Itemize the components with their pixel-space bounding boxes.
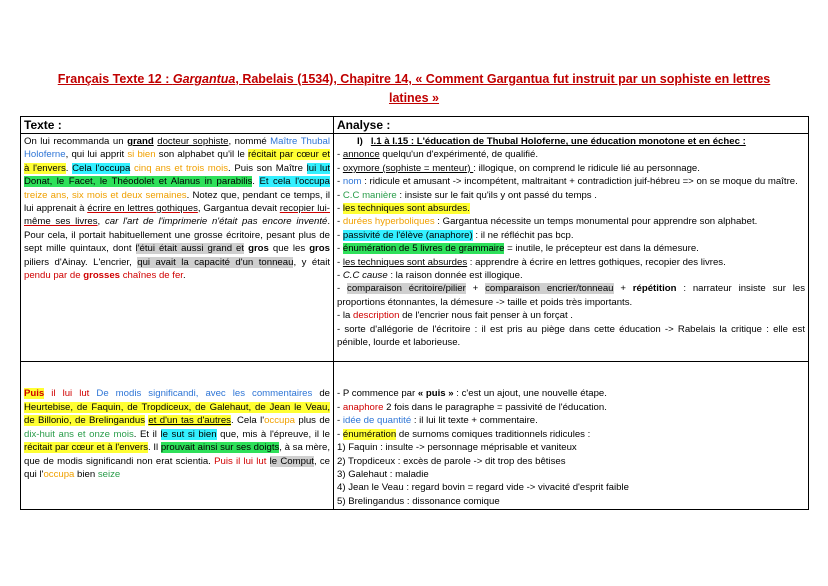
analysis-line: - durées hyperboliques : Gargantua nécessite un temps monumental pour apprendre son alphabet.: [337, 216, 758, 228]
t: énumération: [342, 428, 397, 440]
t: Cela l'occupa: [72, 162, 131, 174]
t: comparaison écritoire/pilier: [347, 283, 466, 295]
t: cinq ans et trois mois: [134, 162, 229, 174]
title-work: Gargantua: [172, 72, 236, 86]
section-title: l.1 à l.15 : L'éducation de Thubal Holoferne, une éducation monotone et en échec :: [370, 136, 746, 147]
t: : narrateur insiste sur les proportions étonnantes, la démesure -> taille et poids très importants.: [337, 283, 805, 308]
t: gros: [309, 243, 330, 255]
t: : il ne réfléchit pas bcp.: [472, 229, 574, 241]
t: répétition: [632, 283, 677, 295]
analysis-line: - C.C cause : la raison donnée est illogique.: [337, 270, 523, 282]
t: : insiste sur le fait qu'ils y ont passé du temps .: [396, 189, 597, 201]
analysis-line: 1) Faquin : insulte -> personnage méprisable et vaniteux: [337, 442, 577, 454]
t: de: [312, 388, 330, 400]
analysis-line: 3) Galehaut : maladie: [337, 468, 429, 480]
title-line1: , Rabelais (1534), Chapitre 14, « Comment Gargantua fut instruit par un sophiste en lettres: [235, 72, 771, 86]
t: : la raison donnée est illogique.: [387, 270, 523, 282]
analysis-line: - les techniques sont absurdes.: [337, 203, 470, 215]
t: les techniques sont absurdes.: [342, 203, 470, 215]
text-paragraph-2: [21, 362, 334, 510]
t: treize ans, six mois et deux semaines: [24, 189, 187, 201]
t: grosses: [83, 270, 121, 282]
analysis-line: 5) Brelingandus : dissonance comique: [337, 495, 500, 507]
t: plus de: [295, 415, 330, 427]
t: De modis significandi, avec les commentaires: [96, 388, 313, 400]
analysis-paragraph-2: [334, 362, 809, 510]
t: P commence par: [342, 388, 418, 400]
t: sorte d'allégorie de l'écritoire : il est pris au piège dans cette éducation -> Rabelais la critique : elle est pénible, lourde et laborieuse.: [337, 323, 805, 349]
t: pendu par de: [24, 270, 81, 282]
section-number: I): [357, 136, 363, 147]
t: écrire en lettres gothiques: [87, 203, 198, 215]
t: : il lui lit texte + commentaire.: [411, 415, 538, 427]
t: Heurtebise, de Faquin, de Tropdiceux, de Galehaut, de Jean le Veau, de Billonio, de Brelingandus: [24, 401, 330, 427]
t: , nommé: [228, 136, 271, 147]
t: : apprendre à écrire en lettres gothiques, recopier des livres.: [467, 256, 726, 268]
t: gros: [248, 243, 269, 255]
t: passivité de l'élève (anaphore): [342, 229, 473, 241]
t: et d'un tas d'autres: [148, 415, 231, 427]
t: que les: [268, 243, 310, 255]
t: annonce: [342, 149, 380, 161]
analysis-line: 2) Tropdiceux : excès de parole -> dit trop des bêtises: [337, 455, 566, 467]
t: oxymore (sophiste = menteur): [342, 162, 474, 174]
t: le Comput: [269, 455, 314, 467]
t: . Puis son Maître: [228, 162, 307, 174]
analysis-line: - sorte d'allégorie de l'écritoire : il est pris au piège dans cette éducation -> Rabelais la critique : elle est pénible, lourde et laborieuse.: [337, 323, 805, 349]
t: On lui recommanda un: [24, 136, 128, 147]
analysis-line: - les techniques sont absurdes : apprendre à écrire en lettres gothiques, recopier des livres.: [337, 256, 726, 268]
t: occupa: [264, 415, 295, 427]
t: si bien: [127, 149, 156, 161]
analysis-line: - énumération de surnoms comiques traditionnels ridicules :: [337, 428, 591, 440]
header-texte: Texte :: [21, 117, 334, 134]
t: durées hyperboliques: [342, 216, 435, 228]
analysis-line: - anaphore 2 fois dans le paragraphe = passivité de l'éducation.: [337, 401, 607, 413]
t: +: [465, 283, 486, 295]
t: anaphore: [342, 401, 384, 413]
t: . Notez que, pendant ce temps, il lui apprenait à: [24, 189, 330, 215]
t: la: [342, 310, 354, 322]
document-title: [40, 70, 788, 108]
t: , y était: [293, 256, 330, 268]
t: Maître Thubal Holoferne: [24, 136, 331, 161]
t: Donat, le Facet, le Théodolet et Alanus in parabilis: [24, 176, 253, 188]
t: grand: [127, 136, 154, 147]
t: dix-huit ans et onze mois: [24, 428, 134, 440]
t: idée de quantité: [342, 415, 412, 427]
t: énumération de 5 livres de grammaire: [342, 243, 505, 255]
t: de surnoms comiques traditionnels ridicules :: [396, 428, 591, 440]
t: il lui lut: [51, 388, 90, 400]
analysis-paragraph-1: [334, 134, 809, 362]
t: . Cela l': [230, 415, 265, 427]
t: comparaison encrier/tonneau: [485, 283, 614, 295]
t: = inutile, le précepteur est dans la démesure.: [504, 243, 699, 255]
t: son alphabet qu'il le: [155, 149, 248, 161]
analysis-line: - nom : ridicule et amusant -> incompétent, maltraitant + contradiction juif-hébreu => on se moque du maître.: [337, 176, 798, 188]
t: : Gargantua nécessite un temps monumental pour apprendre son alphabet.: [434, 216, 758, 228]
analysis-line: - comparaison écritoire/pilier + comparaison encrier/tonneau + répétition : narrateur insiste sur les proportions étonnantes, la démesure -> taille et poids très importants.: [337, 283, 805, 308]
t: , qui lui apprit: [65, 149, 128, 161]
analysis-line: - idée de quantité : il lui lit texte + commentaire.: [337, 415, 538, 427]
t: +: [613, 283, 633, 295]
t: piliers d'Ainay. L'encrier,: [24, 256, 138, 268]
title-line2: latines »: [388, 91, 440, 105]
t: : illogique, on comprend le ridicule lié au personnage.: [473, 162, 700, 174]
analysis-line: - la description de l'encrier nous fait penser à un forçat .: [337, 310, 573, 322]
t: chaînes de fer: [122, 270, 183, 282]
t: bien: [74, 468, 98, 480]
t: , ce qui l': [24, 455, 330, 480]
t: , à sa mère, que de modis significandi non erat scientia.: [24, 442, 330, 467]
t: . Et il: [133, 428, 161, 440]
text-paragraph-1: [21, 134, 334, 362]
t: « puis »: [417, 388, 454, 400]
t: 2 fois dans le paragraphe = passivité de l'éducation.: [383, 401, 607, 413]
t: prouvait ainsi sur ses doigts: [160, 442, 280, 454]
t: C.C manière: [342, 189, 397, 201]
title-prefix: Français Texte 12 :: [57, 72, 173, 86]
t: docteur sophiste: [157, 136, 229, 147]
t: . Pour cela, il portait habituellement une grosse écritoire, pesant plus de sept mille quintaux, dont: [24, 216, 331, 255]
analysis-line: - énumération de 5 livres de grammaire = inutile, le précepteur est dans la démesure.: [337, 243, 699, 255]
t: occupa: [43, 468, 75, 480]
t: .: [252, 176, 260, 188]
t: seize: [97, 468, 121, 480]
t: : ridicule et amusant -> incompétent, maltraitant + contradiction juif-hébreu => on se moque du maître.: [361, 176, 798, 188]
t: les techniques sont absurdes: [342, 256, 468, 268]
t: ,: [97, 216, 105, 228]
analysis-line: - P commence par « puis » : c'est un ajout, une nouvelle étape.: [337, 388, 607, 400]
t: , Gargantua devait: [197, 203, 280, 215]
analysis-table: [20, 116, 809, 510]
t: recopier lui-même ses livres: [24, 203, 330, 228]
t: . Il: [148, 442, 161, 454]
analysis-line: - passivité de l'élève (anaphore) : il ne réfléchit pas bcp.: [337, 229, 574, 241]
analysis-line: 4) Jean le Veau : regard bovin = regard vide -> vivacité d'esprit faible: [337, 482, 629, 494]
t: quelqu'un d'expérimenté, de qualifié.: [379, 149, 539, 161]
header-analyse: Analyse :: [334, 117, 809, 134]
t: Et cela l'occupa: [259, 176, 330, 188]
analysis-line: - annonce quelqu'un d'expérimenté, de qualifié.: [337, 149, 539, 161]
t: car l'art de l'imprimerie n'était pas encore inventé: [104, 216, 328, 228]
t: nom: [342, 176, 362, 188]
t: l'étui était aussi grand et: [135, 243, 245, 255]
t: .: [182, 270, 186, 282]
analysis-line: - C.C manière : insiste sur le fait qu'ils y ont passé du temps .: [337, 189, 597, 201]
t: .: [65, 162, 73, 174]
t: que, mis à l'épreuve, il le: [216, 428, 330, 440]
t: description: [353, 310, 400, 322]
t: C.C cause: [342, 270, 388, 282]
t: qui avait la capacité d'un tonneau: [137, 256, 294, 268]
t: récitait par cœur et à l'envers: [24, 149, 331, 174]
t: de l'encrier nous fait penser à un forçat .: [399, 310, 573, 322]
t: récitait par cœur et à l'envers: [24, 442, 149, 454]
t: le sut si bien: [160, 428, 217, 440]
t: : c'est un ajout, une nouvelle étape.: [453, 388, 607, 400]
t: Puis il lui lut: [214, 455, 267, 467]
analysis-line: - oxymore (sophiste = menteur) : illogique, on comprend le ridicule lié au personnage.: [337, 162, 700, 174]
t: Puis: [24, 388, 45, 400]
t: lui lut: [306, 162, 330, 174]
